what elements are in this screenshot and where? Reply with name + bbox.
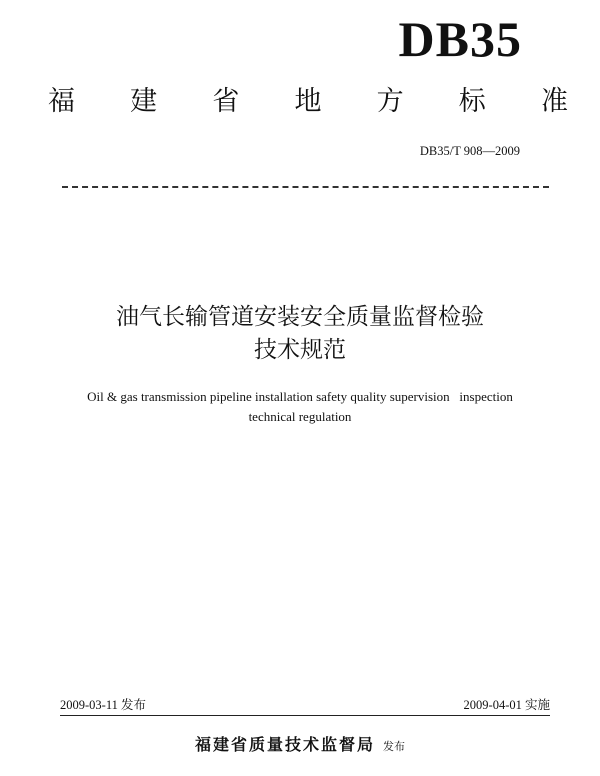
standard-code-logo: DB35	[398, 11, 522, 67]
footer-divider	[60, 715, 550, 716]
publisher-suffix: 发布	[383, 740, 405, 753]
standard-type-char: 准	[540, 86, 568, 117]
standard-type-char: 方	[376, 86, 404, 117]
title-en-line1: Oil & gas transmission pipeline installation safety quality supervision inspection	[87, 389, 513, 404]
implement-date: 2009-04-01 实施	[463, 698, 550, 712]
standard-number: DB35/T 908—2009	[419, 144, 520, 158]
title-zh-line2: 技术规范	[254, 337, 346, 363]
standard-type-char: 福	[48, 86, 75, 117]
title-en-line2: technical regulation	[248, 409, 352, 424]
standard-type-char: 省	[212, 86, 240, 117]
issue-date: 2009-03-11 发布	[60, 698, 146, 712]
standard-type-char: 建	[130, 86, 158, 117]
standard-type-heading	[48, 88, 568, 115]
standard-type-char: 地	[294, 86, 322, 117]
publisher-name: 福建省质量技术监督局	[194, 735, 375, 754]
publisher-line	[0, 737, 600, 753]
standard-type-char: 标	[458, 86, 486, 117]
header-divider	[62, 186, 549, 188]
title-zh-line1: 油气长输管道安装安全质量监督检验	[116, 304, 484, 330]
